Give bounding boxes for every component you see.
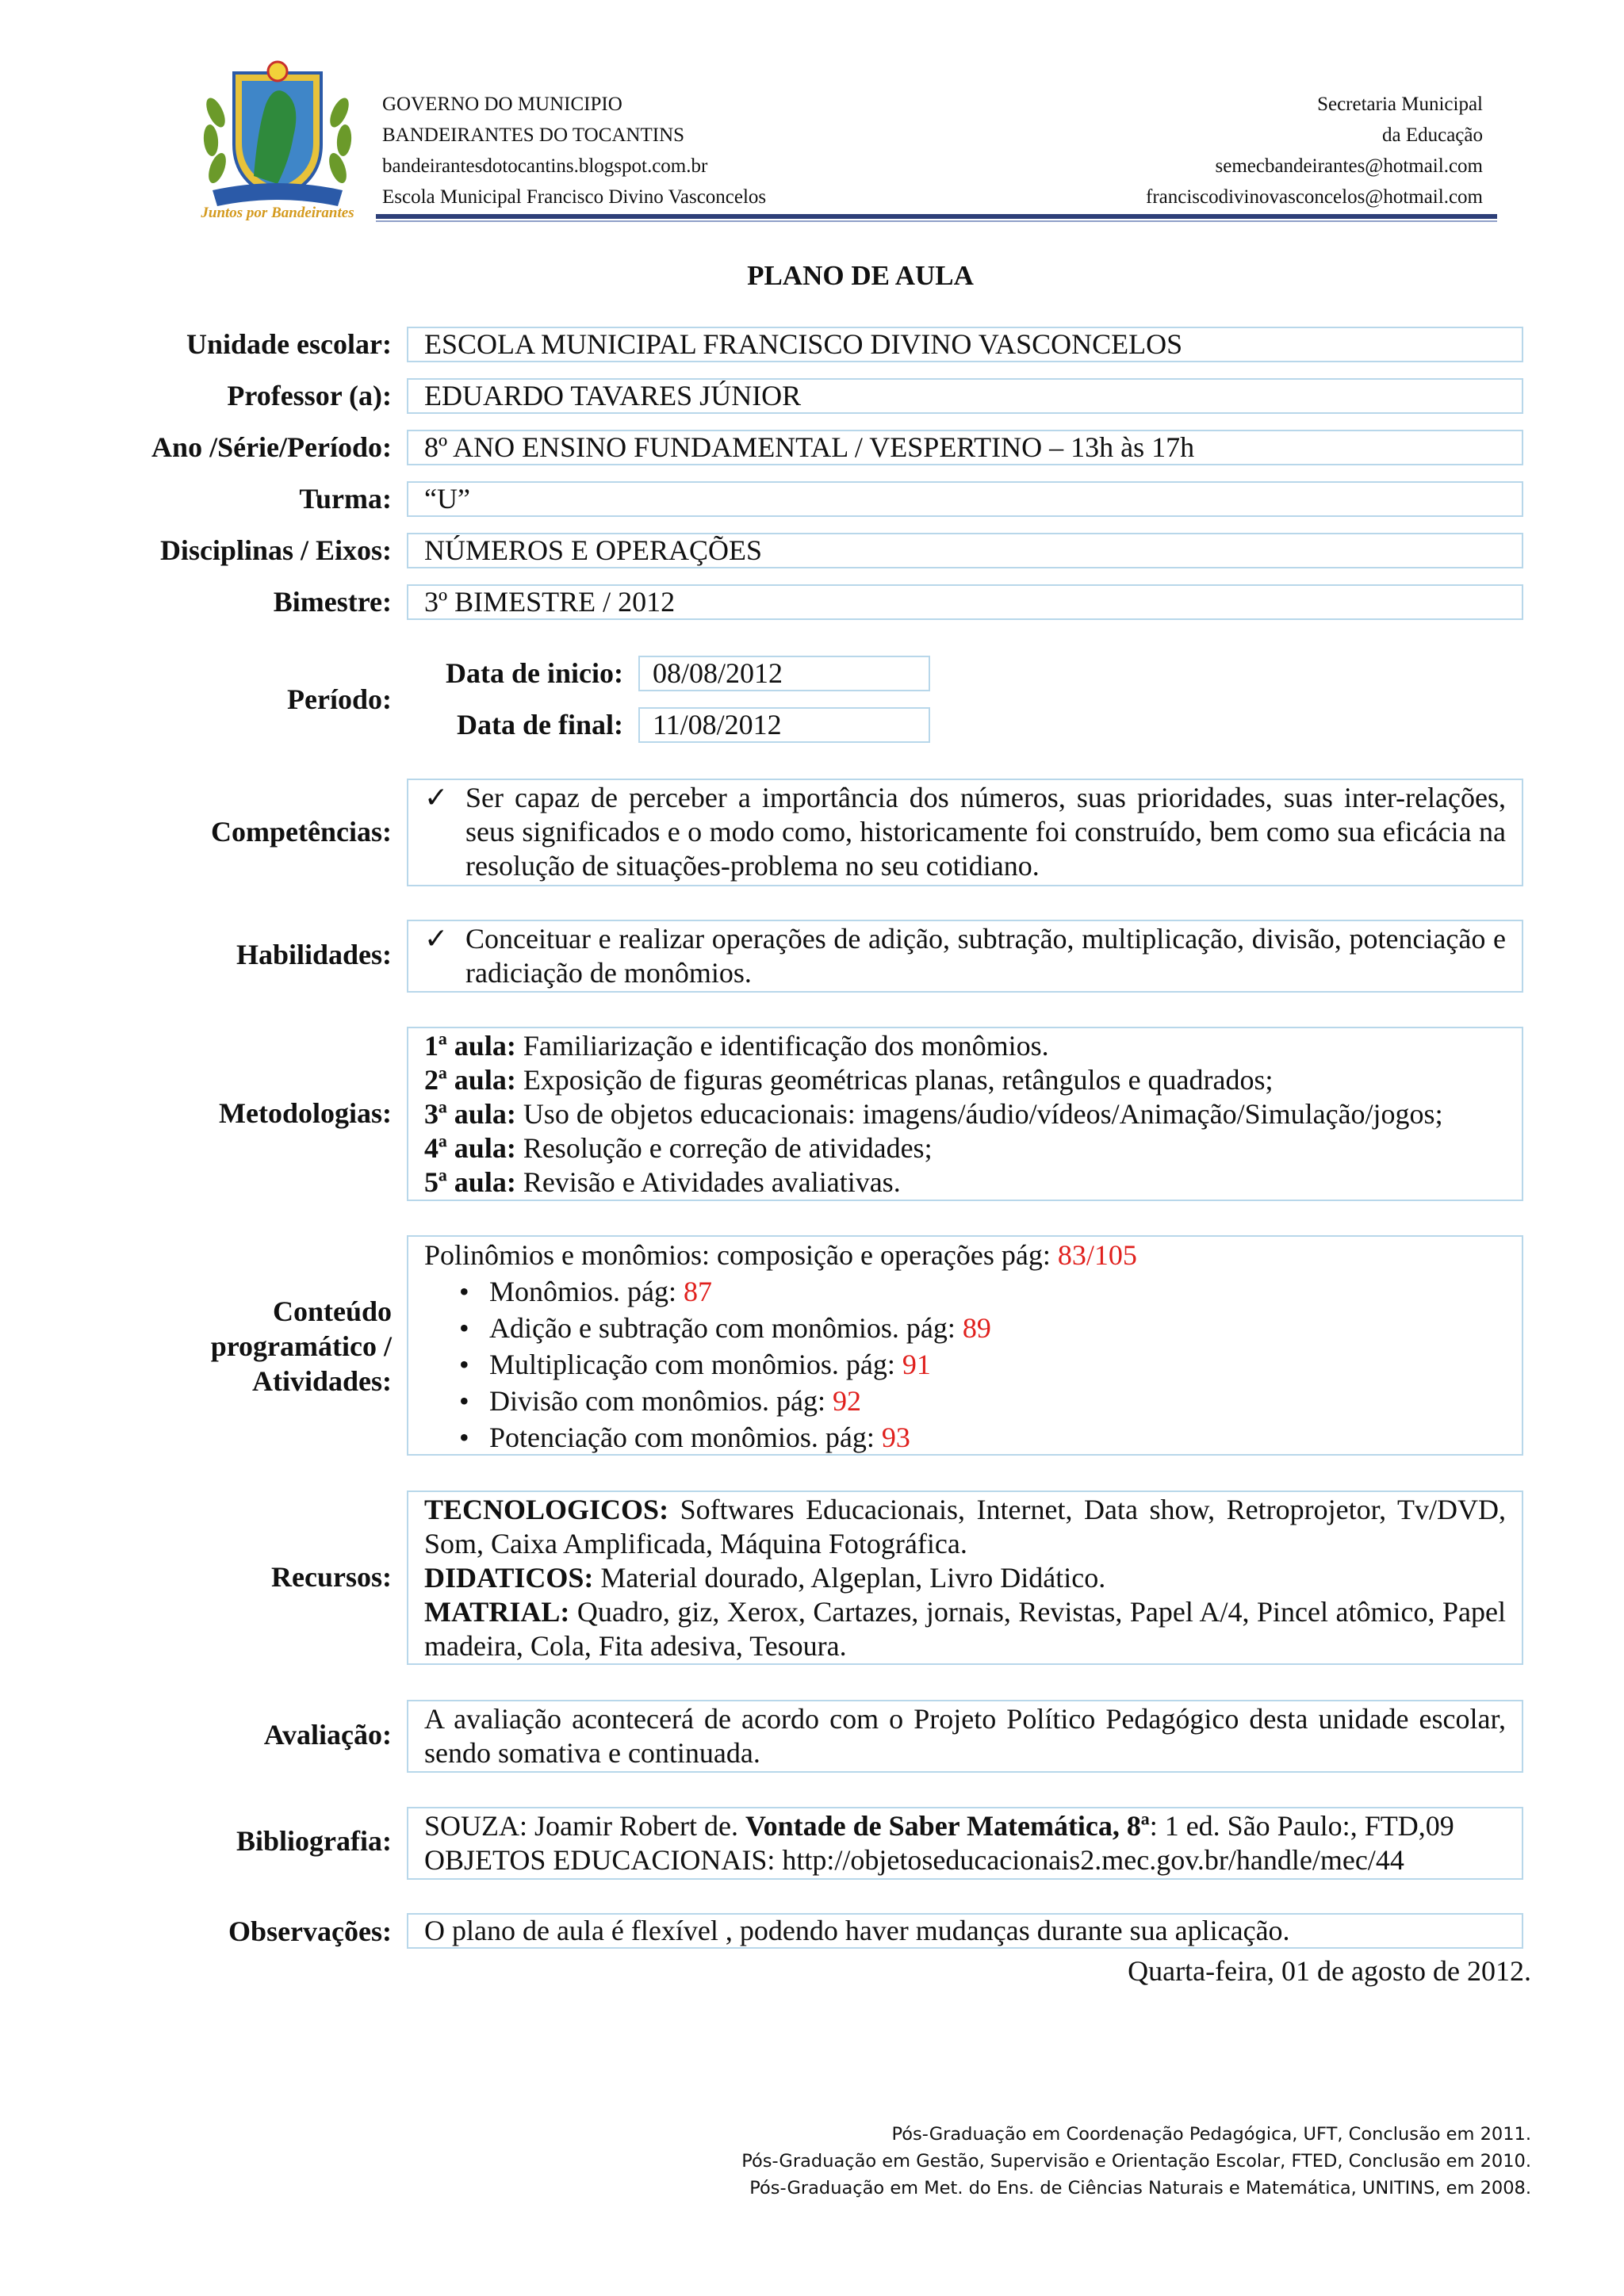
- municipality-logo: [198, 57, 357, 224]
- bibliografia-label: Bibliografia:: [236, 1825, 392, 1857]
- recursos-box: [407, 1490, 1523, 1665]
- turma-field: “U”: [407, 481, 1523, 517]
- check-icon: ✓: [424, 782, 449, 813]
- observacoes-field: O plano de aula é flexível , podendo haver mudanças durante sua aplicação.: [407, 1913, 1523, 1949]
- metodologias-label: Metodologias:: [219, 1097, 392, 1129]
- competencias-box: [407, 779, 1523, 886]
- data-final-field: 11/08/2012: [638, 707, 930, 743]
- list-item: • Multiplicação com monômios. pág: 91: [489, 1346, 1506, 1383]
- recursos-tecnologicos: TECNOLOGICOS: Softwares Educacionais, Internet, Data show, Retroprojetor, Tv/DVD, Som, Caixa Amplificada, Máquina Fotográfica.: [424, 1494, 1506, 1559]
- competencias-text: Ser capaz de perceber a importância dos números, suas prioridades, suas inter-relações, seus significados e o modo como, historicamente foi construído, bem como sua eficácia na resolução de situações-problema no seu cotidiano.: [465, 782, 1506, 882]
- recursos-didaticos: DIDATICOS: Material dourado, Algeplan, Livro Didático.: [424, 1562, 1106, 1594]
- metodologia-item: 2ª aula: Exposição de figuras geométricas planas, retângulos e quadrados;: [424, 1064, 1274, 1096]
- disciplinas-label: Disciplinas / Eixos:: [159, 534, 392, 566]
- conteudo-intro: Polinômios e monômios: composição e operações pág: 83/105: [424, 1239, 1137, 1271]
- bimestre-label: Bimestre:: [273, 586, 392, 618]
- ano-label: Ano /Série/Período:: [151, 431, 392, 463]
- habilidades-label: Habilidades:: [236, 939, 392, 970]
- conteudo-label: Conteúdo programático / Atividades:: [210, 1295, 392, 1397]
- footer: [741, 2121, 1531, 2202]
- page-title: PLANO DE AULA: [747, 260, 974, 291]
- header-blog: bandeirantesdotocantins.blogspot.com.br: [382, 155, 708, 177]
- header-city: BANDEIRANTES DO TOCANTINS: [382, 124, 685, 146]
- metodologia-item: 3ª aula: Uso de objetos educacionais: imagens/áudio/vídeos/Animação/Simulação/jogos;: [424, 1098, 1443, 1130]
- list-item: • Divisão com monômios. pág: 92: [489, 1383, 1506, 1419]
- document-date: Quarta-feira, 01 de agosto de 2012.: [1128, 1955, 1531, 1987]
- header-email-school: franciscodivinovasconcelos@hotmail.com: [1146, 186, 1483, 208]
- data-inicio-label: Data de inicio:: [446, 657, 623, 689]
- avaliacao-box: A avaliação acontecerá de acordo com o Projeto Político Pedagógico desta unidade escolar, sendo somativa e continuada.: [407, 1700, 1523, 1773]
- metodologia-item: 1ª aula: Familiarização e identificação dos monômios.: [424, 1030, 1049, 1062]
- footer-line: Pós-Graduação em Met. do Ens. de Ciências Naturais e Matemática, UNITINS, em 2008.: [749, 2178, 1531, 2198]
- header-secretaria: Secretaria Municipal: [1317, 94, 1483, 115]
- professor-field: EDUARDO TAVARES JÚNIOR: [407, 378, 1523, 414]
- avaliacao-label: Avaliação:: [263, 1719, 392, 1751]
- footer-line: Pós-Graduação em Coordenação Pedagógica, UFT, Conclusão em 2011.: [891, 2124, 1531, 2145]
- bimestre-field: 3º BIMESTRE / 2012: [407, 584, 1523, 620]
- unidade-label: Unidade escolar:: [186, 328, 392, 360]
- habilidades-text: Conceituar e realizar operações de adição, subtração, multiplicação, divisão, potenciação e radiciação de monômios.: [465, 923, 1506, 989]
- competencias-label: Competências:: [211, 816, 392, 848]
- data-inicio-field: 08/08/2012: [638, 656, 930, 691]
- conteudo-box: [407, 1235, 1523, 1456]
- footer-line: Pós-Graduação em Gestão, Supervisão e Orientação Escolar, FTED, Conclusão em 2010.: [741, 2151, 1531, 2172]
- svg-text:Juntos por Bandeirantes: Juntos por Bandeirantes: [201, 205, 354, 221]
- recursos-label: Recursos:: [271, 1561, 392, 1593]
- professor-label: Professor (a):: [227, 380, 392, 411]
- list-item: • Adição e subtração com monômios. pág: 89: [489, 1310, 1506, 1346]
- disciplinas-field: NÚMEROS E OPERAÇÕES: [407, 533, 1523, 568]
- header-divider: [376, 214, 1497, 219]
- list-item: • Monômios. pág: 87: [489, 1273, 1506, 1310]
- header-email-semec: semecbandeirantes@hotmail.com: [1215, 155, 1483, 177]
- header-government: GOVERNO DO MUNICIPIO: [382, 94, 622, 115]
- turma-label: Turma:: [299, 483, 392, 515]
- bibliografia-link: OBJETOS EDUCACIONAIS: http://objetoseducacionais2.mec.gov.br/handle/mec/44: [424, 1844, 1404, 1876]
- header-school: Escola Municipal Francisco Divino Vasconcelos: [382, 186, 767, 208]
- bibliografia-livro: SOUZA: Joamir Robert de. Vontade de Saber Matemática, 8ª: 1 ed. São Paulo:, FTD,09: [424, 1810, 1454, 1842]
- recursos-material: MATRIAL: Quadro, giz, Xerox, Cartazes, jornais, Revistas, Papel A/4, Pincel atômico, Papel madeira, Cola, Fita adesiva, Tesoura.: [424, 1596, 1506, 1662]
- check-icon: ✓: [424, 923, 449, 955]
- data-final-label: Data de final:: [457, 709, 623, 740]
- habilidades-box: [407, 920, 1523, 993]
- header-right: [1146, 89, 1483, 212]
- periodo-label: Período:: [287, 683, 392, 715]
- bibliografia-box: [407, 1807, 1523, 1880]
- header-divider-thin: [376, 220, 1497, 222]
- list-item: • Potenciação com monômios. pág: 93: [489, 1419, 1506, 1456]
- metodologias-box: [407, 1027, 1523, 1201]
- header-left: [382, 89, 766, 212]
- metodologia-item: 5ª aula: Revisão e Atividades avaliativas.: [424, 1166, 901, 1198]
- observacoes-label: Observações:: [228, 1915, 392, 1947]
- header-educacao: da Educação: [1381, 124, 1483, 146]
- unidade-field: ESCOLA MUNICIPAL FRANCISCO DIVINO VASCONCELOS: [407, 327, 1523, 362]
- metodologia-item: 4ª aula: Resolução e correção de atividades;: [424, 1132, 933, 1164]
- conteudo-list: [424, 1273, 1506, 1456]
- ano-field: 8º ANO ENSINO FUNDAMENTAL / VESPERTINO – 13h às 17h: [407, 430, 1523, 465]
